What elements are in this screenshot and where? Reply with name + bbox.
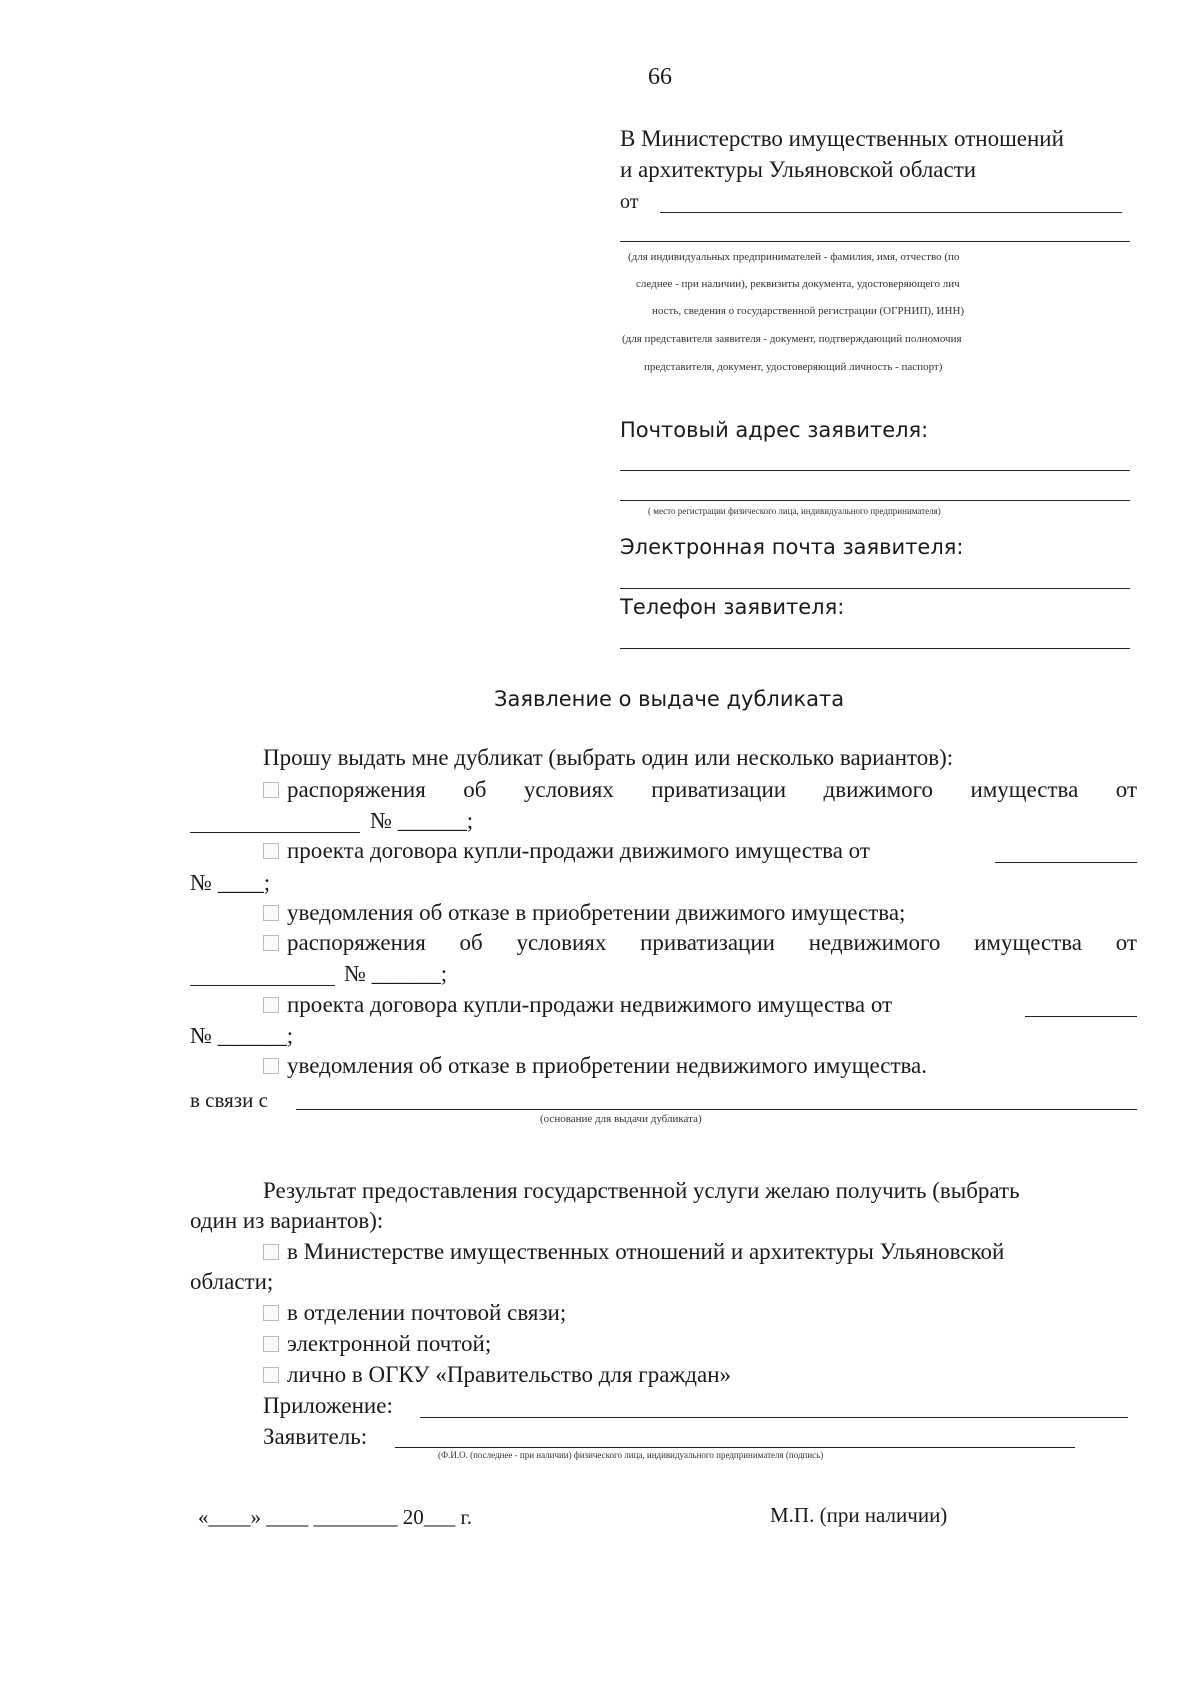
reason-note: (основание для выдачи дубликата) [540, 1113, 702, 1125]
checkbox-option-2[interactable] [263, 843, 279, 859]
checkbox-result-4[interactable] [263, 1367, 279, 1383]
reason-line [296, 1109, 1137, 1110]
result-option-4: лично в ОГКУ «Правительство для граждан» [263, 1362, 731, 1388]
appendix-line [420, 1417, 1128, 1418]
checkbox-option-4[interactable] [263, 935, 279, 951]
checkbox-option-1[interactable] [263, 782, 279, 798]
reason-label: в связи с [190, 1088, 268, 1112]
result-option-1-cont: области; [190, 1269, 274, 1294]
request-option-2: проекта договора купли-продажи движимого имущества от [263, 838, 870, 864]
request-option-6: уведомления об отказе в приобретении недвижимого имущества. [263, 1053, 927, 1079]
opt4-date-line [190, 985, 335, 986]
postal-address-label: Почтовый адрес заявителя: [620, 418, 929, 442]
applicant-line [395, 1447, 1075, 1448]
request-option-1-cont: № ______; [370, 808, 474, 833]
request-option-2-cont: № ____; [190, 870, 271, 895]
request-option-5: проекта договора купли-продажи недвижимого имущества от [263, 992, 892, 1018]
checkbox-result-2[interactable] [263, 1305, 279, 1321]
checkbox-option-6[interactable] [263, 1058, 279, 1074]
applicant-note: (Ф.И.О. (последнее - при наличии) физического лица, индивидуального предпринимателя (подпись) [438, 1450, 824, 1460]
opt5-date-line [1025, 1016, 1137, 1017]
from-blank-line-2 [620, 241, 1130, 242]
postal-address-note: ( место регистрации физического лица, индивидуального предпринимателя) [648, 506, 941, 516]
opt2-date-line [995, 862, 1137, 863]
postal-address-line-1 [620, 470, 1130, 471]
phone-line [620, 648, 1130, 649]
phone-label: Телефон заявителя: [620, 595, 845, 619]
email-label: Электронная почта заявителя: [620, 535, 964, 559]
document-title: Заявление о выдаче дубликата [494, 687, 845, 711]
checkbox-option-5[interactable] [263, 997, 279, 1013]
request-option-5-cont: № ______; [190, 1023, 294, 1048]
result-option-2: в отделении почтовой связи; [263, 1300, 566, 1326]
from-blank-line [660, 212, 1122, 213]
applicant-label: Заявитель: [263, 1424, 368, 1449]
addressee-line-2: и архитектуры Ульяновской области [620, 157, 977, 182]
opt1-date-line [190, 832, 360, 833]
page-number: 66 [648, 64, 672, 90]
request-option-1: распоряжения об условиях приватизации движимого имущества от [263, 777, 1137, 803]
request-option-4-cont: № ______; [344, 961, 448, 986]
result-intro-line-1: Результат предоставления государственной услуги желаю получить (выбрать [263, 1178, 1020, 1203]
request-option-3: уведомления об отказе в приобретении движимого имущества; [263, 900, 905, 926]
addressee-line-1: В Министерство имущественных отношений [620, 126, 1064, 151]
postal-address-line-2 [620, 500, 1130, 501]
checkbox-result-1[interactable] [263, 1244, 279, 1260]
checkbox-option-3[interactable] [263, 905, 279, 921]
appendix-label: Приложение: [263, 1393, 393, 1418]
result-option-3: электронной почтой; [263, 1331, 491, 1357]
result-option-1: в Министерстве имущественных отношений и архитектуры Ульяновской [263, 1239, 1004, 1265]
email-line [620, 588, 1130, 589]
result-intro-line-2: один из вариантов): [190, 1208, 384, 1233]
checkbox-result-3[interactable] [263, 1336, 279, 1352]
from-label: от [620, 191, 639, 213]
request-intro: Прошу выдать мне дубликат (выбрать один или несколько вариантов): [263, 745, 954, 770]
request-option-4: распоряжения об условиях приватизации недвижимого имущества от [263, 930, 1137, 956]
date-line: «____» ____ ________ 20___ г. [198, 1505, 472, 1529]
seal-note: М.П. (при наличии) [770, 1503, 948, 1527]
